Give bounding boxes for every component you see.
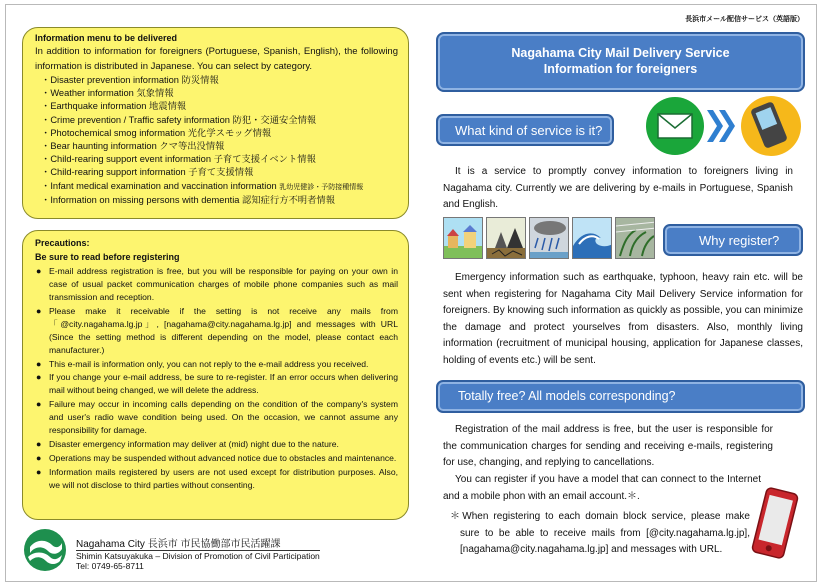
precaution-item: ● If you change your e-mail address, be sure to re-register. If an error occurs when delivering mail without being changed, we will delete the address. [35,371,398,397]
footer-organization: Nagahama City 長浜市 市民協働部市民活躍課 [76,539,281,550]
precaution-item: ● This e-mail is information only, you can not reply to the e-mail address you received. [35,358,398,371]
mail-delivery-icons [645,94,811,158]
what-service-text: It is a service to promptly convey information to foreigners living in Nagahama city. Currently we are delivering by e-mails in Portuguese, Spanish and English. [443,166,793,210]
menu-list [35,74,398,207]
title-line-1: Nagahama City Mail Delivery Service [511,46,730,60]
earthquake-picture-icon [486,217,526,259]
title-banner [436,32,805,92]
smartphone-icon [750,486,800,560]
town-picture-icon [443,217,483,259]
information-menu-box [22,27,409,219]
document-caption: 長浜市メール配信サービス（英語版） [685,16,804,23]
precaution-item: ● Information mails registered by users are not used except for distribution purposes. Also, we will not disclose to third parties without consenting. [35,466,398,492]
why-register-text: Emergency information such as earthquake, typhoon, heavy rain etc. will be sent when registering for Nagahama City Mail Delivery Service information for foreigners. By knowing such information as quickly as possible, you can minimize the damage and protect yourselves from disasters. Also, monthly living information (recruitment of municipal housing, application for Japanese classes, holding of events etc.) will be sent. [443,272,803,366]
what-service-banner: What kind of service is it? [436,114,614,146]
precaution-item: ● Disaster emergency information may deliver at (mid) night due to the nature. [35,438,398,451]
disaster-pictures [443,217,658,263]
precaution-item: ● Failure may occur in incoming calls depending on the condition of the company's system and user's radio wave condition being used. On the occasion, we cannot assume any responsibility for damage. [35,398,398,437]
footer-division: Shimin Katsuyakuka – Division of Promotion of Civil Participation [76,551,320,561]
envelope-to-phone-icon [645,94,811,158]
model-requirement-text: You can register if you have a model that can connect to the Internet and a mobile phon with an email account.＊. [443,474,761,502]
menu-item: ・ Earthquake information 地震情報 [35,100,398,113]
menu-item: ・ Photochemical smog information 光化学スモッグ情報 [35,127,398,140]
title-line-2: Information for foreigners [543,62,698,76]
precaution-item: ● E-mail address registration is free, but you will be responsible for paying on your own in case of usual packet communication charges of mobile phone companies such as mail transmission and reception. [35,265,398,304]
menu-item-infant [35,180,398,194]
precautions-subtitle: Be sure to read before registering [35,252,180,262]
precaution-item: ● Please make it receivable if the setting is not receive any mails from 「@city.nagahama.lg.jp」, [nagahama@city.nagahama.lg.jp] and messages with URL (Since the setting method is different depending on the model, please contact each manufacturer.) [35,305,398,357]
menu-item: ・ Child-rearing support information 子育て支援情報 [35,166,398,179]
precautions-box [22,230,409,520]
tsunami-picture-icon [572,217,612,259]
free-registration-text: Registration of the mail address is free, but the user is responsible for the communication charges for sending and receiving e-mails, registering for use, changing, and replying to cancellations. [443,424,773,468]
why-register-banner: Why register? [663,224,803,256]
menu-item: ・ Child-rearing support event information 子育て支援イベント情報 [35,153,398,166]
menu-intro: In addition to information for foreigners (Portuguese, Spanish, English), the following information is distributed in Japanese. You can select by category. [35,46,398,72]
heavy-rain-picture-icon [529,217,569,259]
footer-phone: Tel: 0749-65-8711 [76,561,144,571]
footer [22,527,322,575]
precaution-item: ● Operations may be suspended without advanced notice due to obstacles and maintenance. [35,452,398,465]
precautions-list [35,265,398,492]
menu-item: ・ Weather information 気象情報 [35,87,398,100]
typhoon-picture-icon [615,217,655,259]
menu-item: ・ Crime prevention / Traffic safety information 防犯・交通安全情報 [35,114,398,127]
totally-free-banner: Totally free? All models corresponding? [436,380,805,413]
menu-item: ・ Bear haunting information クマ等出没情報 [35,140,398,153]
menu-item: ・ Disaster prevention information 防災情報 [35,74,398,87]
menu-item-infant-en: Infant medical examination and vaccination information [50,180,277,191]
menu-item-infant-jp: 乳幼児健診・予防接種情報 [279,183,364,191]
precautions-title: Precautions: [35,238,90,248]
domain-block-note: ＊When registering to each domain block service, please make sure to be able to receive mails from [@city.nagahama.lg.jp], [nagahama@city.nagahama.lg.jp] and messages with URL. [450,511,750,555]
menu-title: Information menu to be delivered [35,33,178,43]
nagahama-city-logo-icon [22,527,68,573]
menu-item: ・ Information on missing persons with dementia 認知症行方不明者情報 [35,194,398,207]
